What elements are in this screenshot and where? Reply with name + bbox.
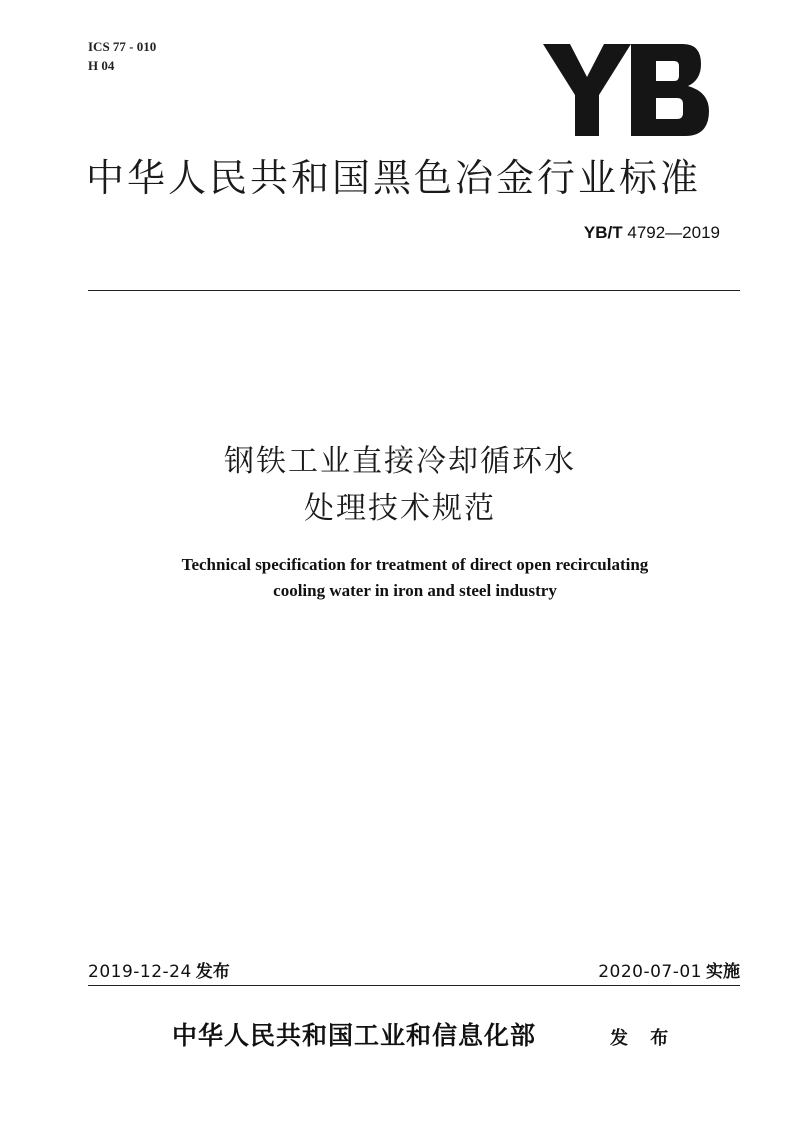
standard-category: 中华人民共和国黑色冶金行业标准 [86,156,702,200]
ccs-code: H 04 [88,58,115,73]
standard-number [584,222,720,244]
issue-date [88,961,230,983]
effective-date-value: 2020-07-01 [598,962,702,982]
ics-code: ICS 77 - 010 [88,39,157,54]
publish-label: 发 布 [610,1028,677,1049]
footer-divider [88,985,740,986]
header-divider [88,290,740,291]
standard-prefix: YB/T [583,223,623,242]
issuing-authority: 中华人民共和国工业和信息化部 [172,1021,537,1050]
effective-date [598,961,740,983]
issue-date-value: 2019-12-24 [88,962,192,982]
issue-label: 发布 [195,962,230,982]
title-cn-line1: 钢铁工业直接冷却循环水 [224,444,576,479]
title-cn-line2: 处理技术规范 [304,491,496,526]
effective-label: 实施 [706,962,740,982]
title-en-line1: Technical specification for treatment of direct open recirculating [181,555,649,574]
title-en-line2: cooling water in iron and steel industry [273,581,557,600]
standard-number-value: 4792—2019 [627,223,720,242]
yb-logo [543,44,709,136]
